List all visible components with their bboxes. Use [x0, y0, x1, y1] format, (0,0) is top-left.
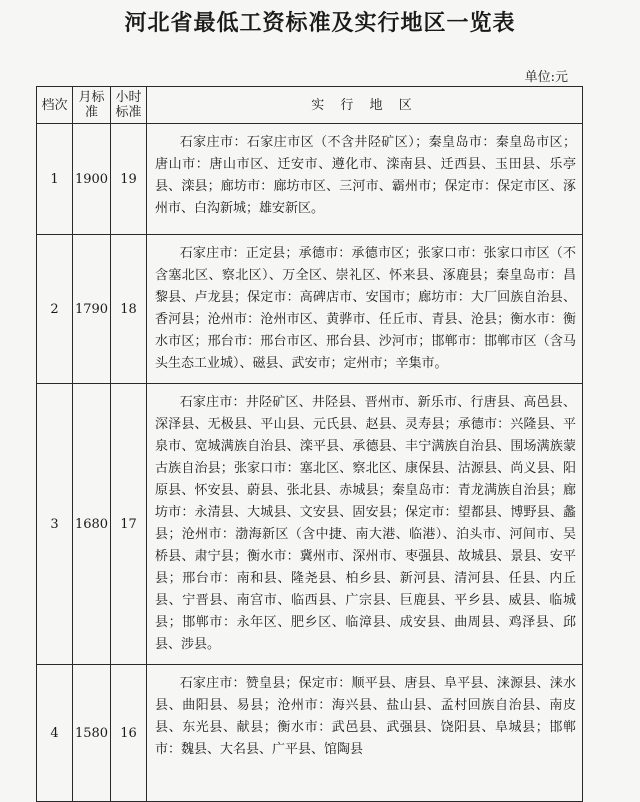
area-cell: 石家庄市：赞皇县；保定市：顺平县、唐县、阜平县、涞源县、涞水县、曲阳县、易县；沧州市：海兴县、盐山县、孟村回族自治县、南皮县、东光县、献县；衡水市：武邑县、武强县、饶阳县、阜城县；邯郸市：魏县、大名县、广平县、馆陶县: [147, 665, 583, 802]
header-tier: 档次: [37, 87, 73, 124]
monthly-cell: 1790: [73, 235, 111, 384]
hourly-cell: 16: [111, 665, 147, 802]
monthly-cell: 1900: [73, 124, 111, 235]
table-row: [37, 665, 583, 802]
tier-cell: 1: [37, 124, 73, 235]
table-row: [37, 124, 583, 235]
wage-table: [36, 86, 583, 802]
table-row: [37, 384, 583, 665]
monthly-cell: 1580: [73, 665, 111, 802]
area-cell: 石家庄市：正定县；承德市：承德市区；张家口市：张家口市区（不含塞北区、察北区）、万全区、崇礼区、怀来县、涿鹿县；秦皇岛市：昌黎县、卢龙县；保定市：高碑店市、安国市；廊坊市：大厂回族自治县、香河县；沧州市：沧州市区、黄骅市、任丘市、青县、沧县；衡水市：衡水市区；邢台市：邢台市区、邢台县、沙河市；邯郸市：邯郸市区（含马头生态工业城）、磁县、武安市；定州市；辛集市。: [147, 235, 583, 384]
hourly-cell: 17: [111, 384, 147, 665]
tier-cell: 3: [37, 384, 73, 665]
header-area: 实 行 地 区: [147, 87, 583, 124]
header-hourly: 小时标准: [111, 87, 147, 124]
area-cell: 石家庄市：井陉矿区、井陉县、晋州市、新乐市、行唐县、高邑县、深泽县、无极县、平山县、元氏县、赵县、灵寿县；承德市：兴隆县、平泉市、宽城满族自治县、滦平县、承德县、丰宁满族自治县、围场满族蒙古族自治县；张家口市：塞北区、察北区、康保县、沽源县、尚义县、阳原县、怀安县、蔚县、张北县、赤城县；秦皇岛市：青龙满族自治县；廊坊市：永清县、大城县、文安县、固安县；保定市：望都县、博野县、蠡县；沧州市：渤海新区（含中捷、南大港、临港）、泊头市、河间市、吴桥县、肃宁县；衡水市：冀州市、深州市、枣强县、故城县、景县、安平县；邢台市：南和县、隆尧县、柏乡县、新河县、清河县、任县、内丘县、宁晋县、南宫市、临西县、广宗县、巨鹿县、平乡县、威县、临城县；邯郸市：永年区、肥乡区、临漳县、成安县、曲周县、鸡泽县、邱县、涉县。: [147, 384, 583, 665]
unit-label: 单位:元: [524, 70, 568, 85]
tier-cell: 4: [37, 665, 73, 802]
header-monthly: 月标准: [73, 87, 111, 124]
monthly-cell: 1680: [73, 384, 111, 665]
area-cell: 石家庄市：石家庄市区（不含井陉矿区）；秦皇岛市：秦皇岛市区；唐山市：唐山市区、迁安市、遵化市、滦南县、迁西县、玉田县、乐亭县、滦县；廊坊市：廊坊市区、三河市、霸州市；保定市：保定市区、涿州市、白沟新城；雄安新区。: [147, 124, 583, 235]
table-header-row: [37, 87, 583, 124]
table-row: [37, 235, 583, 384]
document-title: 河北省最低工资标准及实行地区一览表: [124, 11, 516, 36]
hourly-cell: 18: [111, 235, 147, 384]
hourly-cell: 19: [111, 124, 147, 235]
tier-cell: 2: [37, 235, 73, 384]
